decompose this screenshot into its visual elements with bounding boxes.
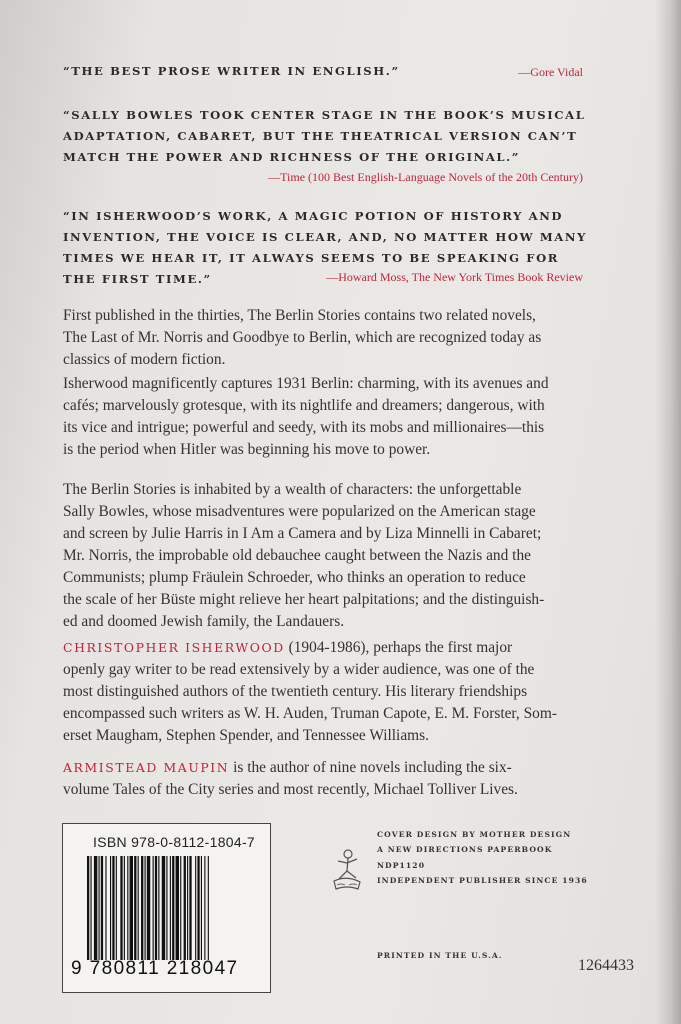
barcode-bar [112, 856, 114, 960]
barcode-bar [208, 856, 209, 960]
quote-attribution: —Howard Moss, The New York Times Book Review [326, 270, 583, 284]
introducer-bio [63, 757, 623, 801]
paragraph-line: Sally Bowles, whose misadventures were popularized on the American stage [63, 503, 536, 520]
quote-line: MATCH THE POWER AND RICHNESS OF THE ORIGINAL.” [63, 150, 521, 164]
barcode-bar [87, 856, 89, 960]
publisher-info [377, 827, 588, 889]
stock-number: 1264433 [578, 957, 634, 974]
paragraph-line: its vice and intrigue; powerful and seedy, with its mobs and millionaires—this [63, 419, 545, 436]
description-paragraph-3 [63, 479, 623, 633]
paragraph-line: most distinguished authors of the twentieth century. His literary friendships [63, 683, 528, 700]
author-bio [63, 637, 623, 747]
barcode-bar [90, 856, 91, 960]
barcode-bar [166, 856, 167, 960]
barcode-bar [153, 856, 154, 960]
description-paragraph-1 [63, 305, 623, 371]
page-edge-shadow [655, 0, 681, 1024]
paragraph-line: openly gay writer to be read extensively by a wider audience, was one of the [63, 661, 535, 678]
barcode-digits: 9 780811 218047 [71, 958, 239, 979]
paragraph-line [63, 757, 623, 779]
barcode-bar [155, 856, 157, 960]
publisher-line: COVER DESIGN BY MOTHER DESIGN [377, 830, 572, 839]
barcode-bar [176, 856, 179, 960]
quote-line: “SALLY BOWLES TOOK CENTER STAGE IN THE BOOK’S MUSICAL [63, 108, 586, 122]
paragraph-line: Communists; plump Fräulein Schroeder, who thinks an operation to reduce [63, 569, 526, 586]
paragraph-line: classics of modern fiction. [63, 351, 226, 368]
paragraph-line: encompassed such writers as W. H. Auden, Truman Capote, E. M. Forster, Som- [63, 705, 557, 722]
quote-line: “IN ISHERWOOD’S WORK, A MAGIC POTION OF HISTORY AND [63, 209, 564, 223]
author-name: CHRISTOPHER ISHERWOOD [63, 640, 285, 655]
quote-line: THE FIRST TIME.” [63, 272, 212, 286]
barcode-bar [170, 856, 171, 960]
barcode-box [62, 823, 271, 993]
barcode-bar [127, 856, 128, 960]
barcode-bar [158, 856, 159, 960]
barcode-bar [134, 856, 136, 960]
barcode-bar [116, 856, 117, 960]
barcode-bar [187, 856, 188, 960]
paragraph-line: ed and doomed Jewish family, the Landauers. [63, 613, 345, 630]
quote-line: INVENTION, THE VOICE IS CLEAR, AND, NO MATTER HOW MANY [63, 230, 587, 244]
barcode-bar [145, 856, 146, 960]
paragraph-line: erset Maugham, Stephen Spender, and Tennessee Williams. [63, 727, 429, 744]
quote-line: ADAPTATION, CABARET, BUT THE THEATRICAL VERSION CAN’T [63, 129, 578, 143]
bio-text: is the author of nine novels including the six- [229, 759, 512, 776]
publisher-line: INDEPENDENT PUBLISHER SINCE 1936 [377, 876, 588, 886]
barcode-bar [138, 856, 139, 960]
paragraph-line: First published in the thirties, The Berlin Stories contains two related novels, [63, 307, 536, 324]
barcode-bar [110, 856, 111, 960]
barcode-bar [172, 856, 174, 960]
barcode-bar [94, 856, 97, 960]
paragraph-line: Isherwood magnificently captures 1931 Berlin: charming, with its avenues and [63, 375, 549, 392]
barcode-bar [124, 856, 125, 960]
barcode-bar [180, 856, 181, 960]
barcode-bar [99, 856, 100, 960]
paragraph-line: Mr. Norris, the improbable old debauchee caught between the Nazis and the [63, 547, 531, 564]
quote-howard-moss [63, 206, 587, 290]
quote-attribution: —Time (100 Best English-Language Novels of the 20th Century) [268, 170, 583, 184]
quote-time [63, 105, 586, 184]
paragraph-line: cafés; marvelously grotesque, with its nightlife and dreamers; dangerous, with [63, 397, 545, 414]
colophon-icon [329, 845, 365, 895]
isbn-label: ISBN 978-0-8112-1804-7 [93, 834, 255, 850]
barcode-icon [87, 856, 247, 960]
barcode-bar [101, 856, 103, 960]
quote-line: TIMES WE HEAR IT, IT ALWAYS SEEMS TO BE SPEAKING FOR [63, 251, 560, 265]
barcode-bar [195, 856, 196, 960]
publisher-line: A NEW DIRECTIONS PAPERBOOK [377, 845, 553, 855]
barcode-bar [184, 856, 186, 960]
barcode-bar [201, 856, 202, 960]
barcode-bar [162, 856, 165, 960]
introducer-name: ARMISTEAD MAUPIN [63, 760, 230, 775]
barcode-bar [120, 856, 122, 960]
paragraph-line: The Berlin Stories is inhabited by a wealth of characters: the unforgettable [63, 481, 522, 498]
description-paragraph-2 [63, 373, 623, 461]
printed-in: PRINTED IN THE U.S.A. [377, 951, 503, 960]
barcode-bar [197, 856, 199, 960]
barcode-bar [204, 856, 205, 960]
barcode-bar [130, 856, 133, 960]
quote-line: “THE BEST PROSE WRITER IN ENGLISH.” [63, 64, 400, 78]
paragraph-line: volume Tales of the City series and most recently, Michael Tolliver Lives. [63, 781, 518, 798]
barcode-bar [147, 856, 150, 960]
quote-attribution: —Gore Vidal [518, 65, 583, 79]
bio-text: (1904-1986), perhaps the first major [284, 639, 513, 656]
publisher-line: NDP1120 [377, 860, 426, 870]
quote-gore-vidal [63, 61, 583, 82]
barcode-bar [141, 856, 143, 960]
barcode-bar [189, 856, 191, 960]
paragraph-line [63, 637, 623, 659]
barcode-bar [105, 856, 106, 960]
paragraph-line: The Last of Mr. Norris and Goodbye to Berlin, which are recognized today as [63, 329, 542, 346]
paragraph-line: the scale of her Büste might relieve her heart palpitations; and the distinguish- [63, 591, 545, 608]
paragraph-line: is the period when Hitler was beginning his move to power. [63, 441, 431, 458]
paragraph-line: and screen by Julie Harris in I Am a Camera and by Liza Minnelli in Cabaret; [63, 525, 542, 542]
